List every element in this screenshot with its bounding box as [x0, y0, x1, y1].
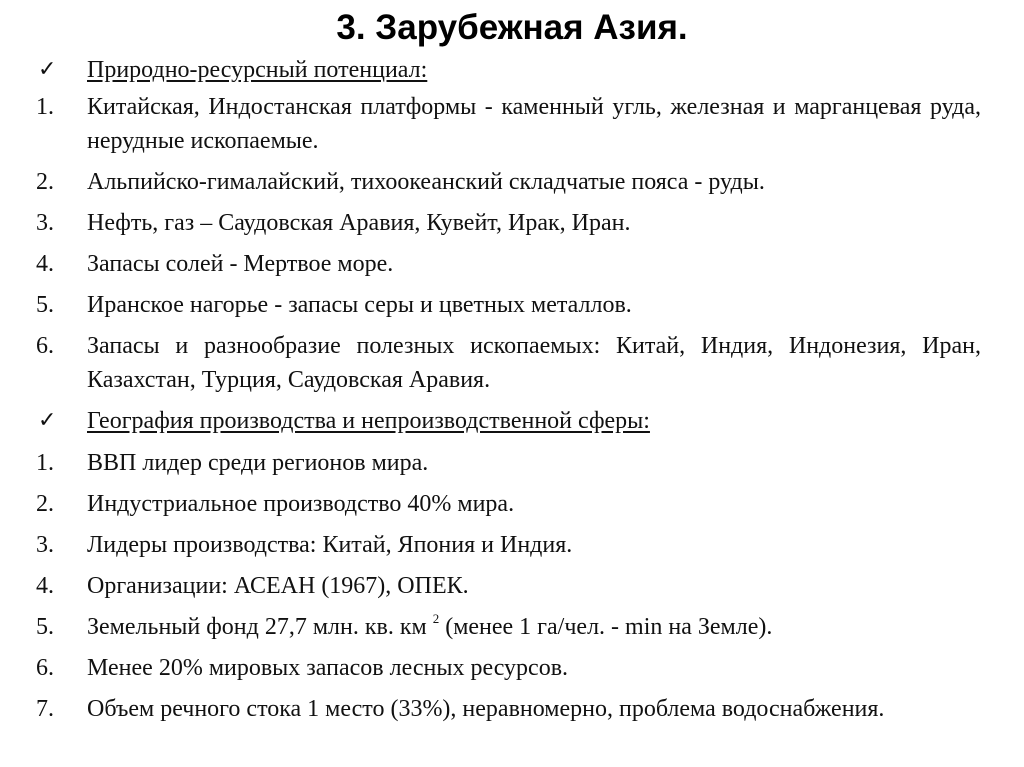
list-item-text: ВВП лидер среди регионов мира. [87, 450, 429, 476]
list-item-text [87, 610, 981, 644]
list-item-text: Запасы и разнообразие полезных ископаемых: Китай, Индия, Индонезия, Иран, Казахстан, Турция, Саудовская Аравия. [87, 333, 981, 393]
list-number: 2. [36, 491, 54, 517]
list-number: 1. [36, 94, 54, 120]
list-item-text: Иранское нагорье - запасы серы и цветных металлов. [87, 292, 632, 318]
list-number: 7. [36, 696, 54, 722]
list-number: 6. [36, 655, 54, 681]
land-fund-text: Земельный фонд 27,7 млн. кв. км [87, 614, 427, 640]
list-number: 3. [36, 210, 54, 236]
section-heading-label: Природно-ресурсный потенциал: [87, 57, 428, 83]
checkmark-icon: ✓ [38, 408, 57, 433]
list-number: 4. [36, 573, 54, 599]
list-item-text: Объем речного стока 1 место (33%), неравномерно, проблема водоснабжения. [87, 696, 885, 722]
list-item-text: Китайская, Индостанская платформы - каменный угль, железная и марганцевая руда, нерудные ископаемые. [87, 94, 981, 154]
list-number: 3. [36, 532, 54, 558]
list-number: 1. [36, 450, 54, 476]
land-fund-note: (менее 1 га/чел. - min на Земле). [439, 614, 773, 640]
checkmark-icon: ✓ [38, 57, 57, 82]
list-item-text: Индустриальное производство 40% мира. [87, 491, 515, 517]
list-item-text: Лидеры производства: Китай, Япония и Индия. [87, 532, 573, 558]
list-number: 5. [36, 614, 54, 640]
list-item-text: Организации: АСЕАН (1967), ОПЕК. [87, 573, 469, 599]
section-heading-label: География производства и непроизводственной сферы: [87, 408, 650, 434]
list-item-text: Нефть, газ – Саудовская Аравия, Кувейт, Ирак, Иран. [87, 210, 631, 236]
list-item-text: Менее 20% мировых запасов лесных ресурсов. [87, 655, 569, 681]
list-number: 5. [36, 292, 54, 318]
list-number: 4. [36, 251, 54, 277]
page-title: 3. Зарубежная Азия. [336, 8, 688, 47]
list-number: 6. [36, 333, 54, 359]
list-item-text: Альпийско-гималайский, тихоокеанский складчатые пояса - руды. [87, 169, 765, 195]
list-item-text: Запасы солей - Мертвое море. [87, 251, 394, 277]
superscript-two: 2 [432, 611, 440, 626]
list-number: 2. [36, 169, 54, 195]
